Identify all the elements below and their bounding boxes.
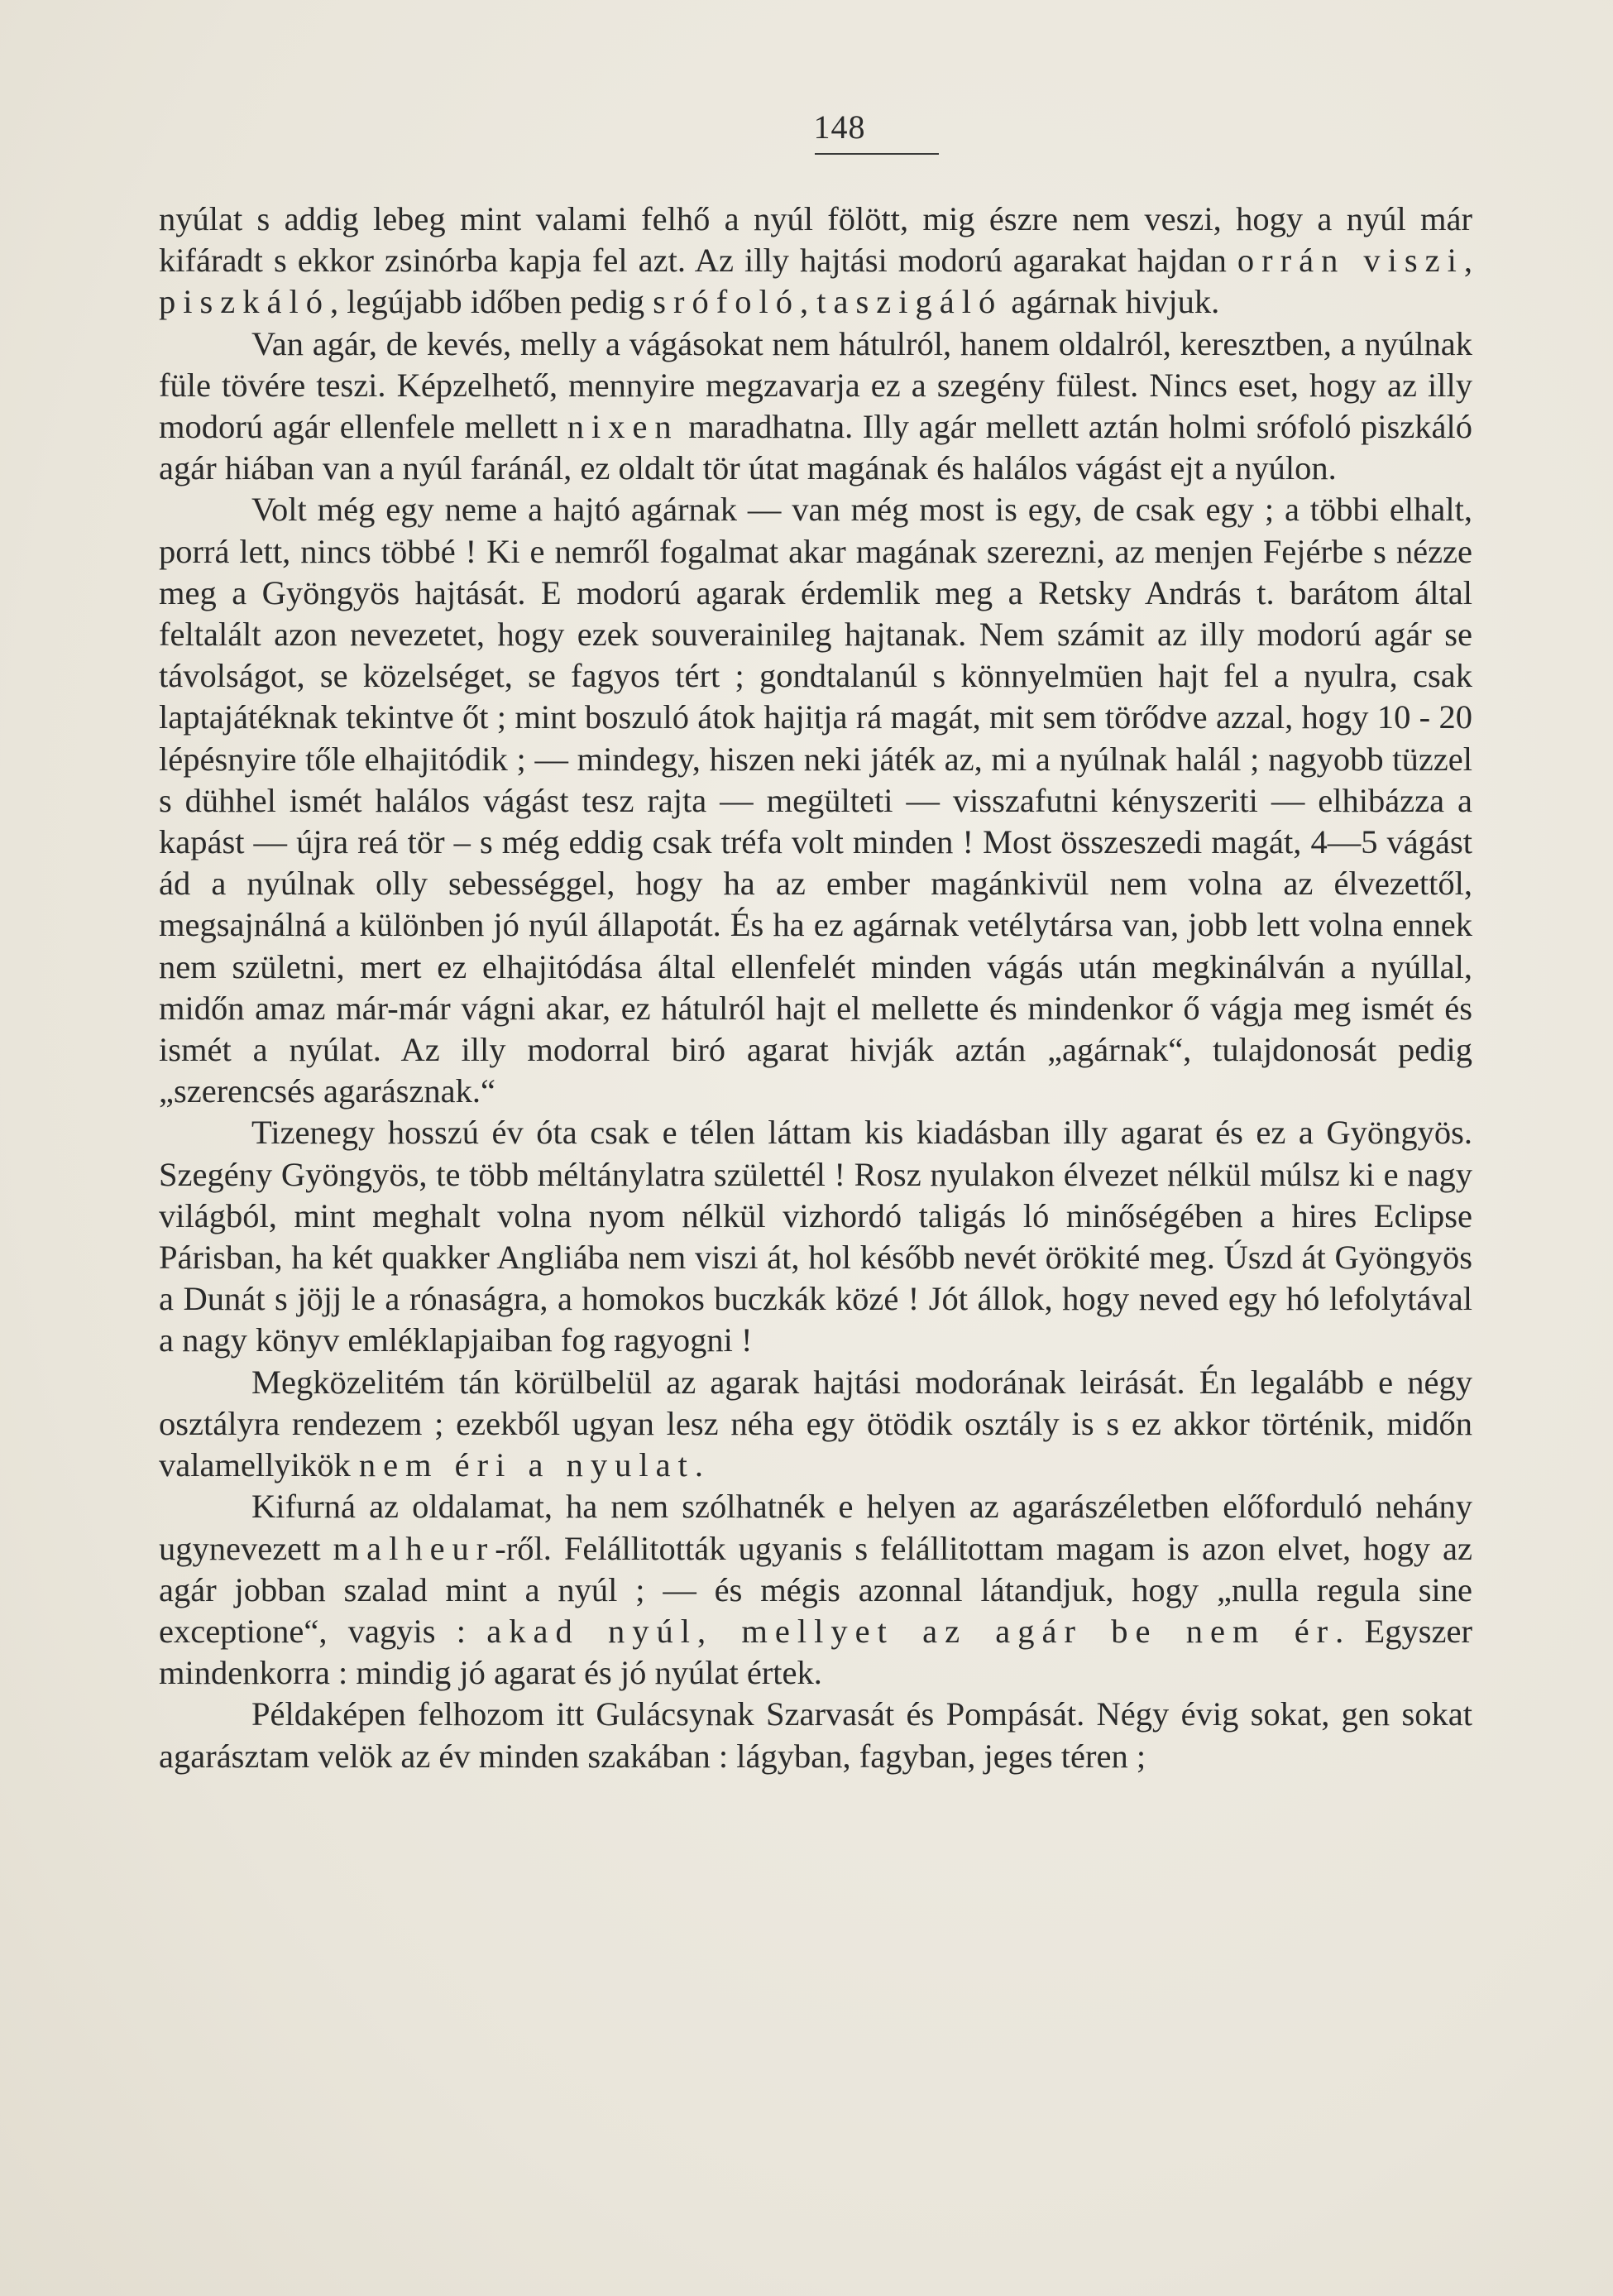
page-number-rule	[815, 153, 939, 155]
paragraph-text: . Egyszer mindenkorra : mindig jó agarat és jó nyúlat értek.	[159, 1612, 1472, 1692]
spaced-emphasis-text: taszigáló	[816, 283, 1003, 321]
spaced-emphasis-text: akad nyúl, mellyet az agár be nem ér	[486, 1612, 1336, 1650]
paragraph	[159, 1694, 1472, 1776]
body-text	[159, 199, 1472, 1777]
paragraph-text: Volt még egy neme a hajtó agárnak — van még most is egy, de csak egy ; a többi elhalt, porrá lett, nincs többé ! Ki e nemről fogalmat akar magának szerezni, az menjen Fejérbe s nézze meg a Gyöngyös hajtását. E modorú agarak érdemlik meg a Retsky András t. barátom által feltalált azon nevezetet, hogy ezek souverainileg hajtanak. Nem számit az illy modorú agár se távolságot, se közelséget, se fagyos tért ; gondtalanúl s könnyelmüen hajt fel a nyulra, csak laptajátéknak tekintve őt ; mint boszuló átok hajitja rá magát, mit sem törődve azzal, hogy 10 - 20 lépésnyire tőle elhajitódik ; — mindegy, hiszen neki játék az, mi a nyúlnak halál ; nagyobb tüzzel s dühhel ismét halálos vágást tesz rajta — megülteti — visszafutni kényszeriti — elhibázza a kapást — újra reá tör – s még eddig csak tréfa volt minden ! Most összeszedi magát, 4—5 vágást ád a nyúlnak olly sebességgel, hogy ha az ember magánkivül nem volna az élvezettől, megsajnálná a különben jó nyúl állapotát. És ha ez agárnak vetélytársa van, jobb lett volna ennek nem születni, mert ez elhajitódása által ellenfelét minden vágás után megkinálván a nyúllal, midőn amaz már-már vágni akar, ez hátulról hajt el mellette és mindenkor ő vágja meg ismét és ismét a nyúlat. Az illy modorral biró agarat hivják aztán „agárnak“, tulajdonosát pedig „szerencsés agarásznak.“	[159, 491, 1472, 1110]
paragraph-text: , legújabb időben pedig	[329, 283, 653, 321]
paragraph-text: nyúlat s addig lebeg mint valami felhő a nyúl fölött, mig észre nem veszi, hogy a nyúl már kifáradt s ekkor zsinórba kapja fel azt. Az illy hajtási modorú agarakat hajdan	[159, 200, 1472, 280]
spaced-emphasis-text: nem éri a nyulat	[358, 1446, 695, 1484]
paragraph-text: Van agár, de kevés, melly a vágásokat nem hátulról, hanem oldalról, keresztben, a nyúlnak füle tövére teszi. Képzelhető, mennyire megzavarja ez a szegény fülest. Nincs eset, hogy az illy modorú agár ellenfele mellett	[159, 324, 1472, 446]
paragraph-text: Megközelitém tán körülbelül az agarak hajtási modorának leirását. Én legalább e négy osztályra rendezem ; ezekből ugyan lesz néha egy ötödik osztály is s ez akkor történik, midőn valamellyikök	[159, 1363, 1472, 1484]
paragraph-text: .	[694, 1446, 703, 1484]
spaced-emphasis-text: orrán viszi	[1237, 242, 1464, 280]
paragraph-text: ,	[1463, 242, 1472, 280]
paragraph-text: Kifurná az oldalamat, ha nem szólhatnék e helyen az agarászéletben előforduló nehány ugynevezett	[159, 1488, 1472, 1567]
paragraph	[159, 324, 1472, 490]
paragraph-text: Példaképen felhozom itt Gulácsynak Szarvasát és Pompását. Négy évig sokat, gen sokat agarásztam velök az év minden szakában : lágyban, fagyban, jeges téren ;	[159, 1695, 1472, 1775]
paragraph-text: agárnak hivjuk.	[1003, 283, 1220, 321]
page-number: 148	[813, 108, 866, 146]
spaced-emphasis-text: srófoló	[653, 283, 801, 321]
spaced-emphasis-text: malheur	[333, 1529, 495, 1567]
paragraph	[159, 1362, 1472, 1487]
spaced-emphasis-text: nixen	[567, 408, 679, 446]
paragraph-text: -ről. Felállitották ugyanis s felállitottam magam is azon elvet, hogy az agár jobban szalad mint a nyúl ; — és mégis azonnal látandjuk, hogy „nulla regula sine exceptione“, vagyis :	[159, 1529, 1472, 1650]
paragraph-text: maradhatna. Illy agár mellett aztán holmi srófoló piszkáló agár hiában van a nyúl faránál, ez oldalt tör útat magának és halálos vágást ejt a nyúlon.	[159, 408, 1472, 487]
paragraph-text: ,	[800, 283, 817, 321]
paragraph	[159, 199, 1472, 324]
spaced-emphasis-text: piszkáló	[159, 283, 330, 321]
paragraph	[159, 489, 1472, 1112]
paragraph	[159, 1486, 1472, 1694]
paragraph-text: Tizenegy hosszú év óta csak e télen láttam kis kiadásban illy agarat és ez a Gyöngyös. Szegény Gyöngyös, te több méltánylatra születtél ! Rosz nyulakon élvezet nélkül múlsz ki e nagy világból, mint meghalt volna nyom nélkül vizhordó taligás ló minőségében a hires Eclipse Párisban, ha két quakker Angliába nem viszi át, hol később nevét örökité meg. Úszd át Gyöngyös a Dunát s jöjj le a rónaságra, a homokos buczkák közé ! Jót állok, hogy neved egy hó lefolytával a nagy könyv emléklapjaiban fog ragyogni !	[159, 1114, 1472, 1359]
paragraph	[159, 1112, 1472, 1361]
